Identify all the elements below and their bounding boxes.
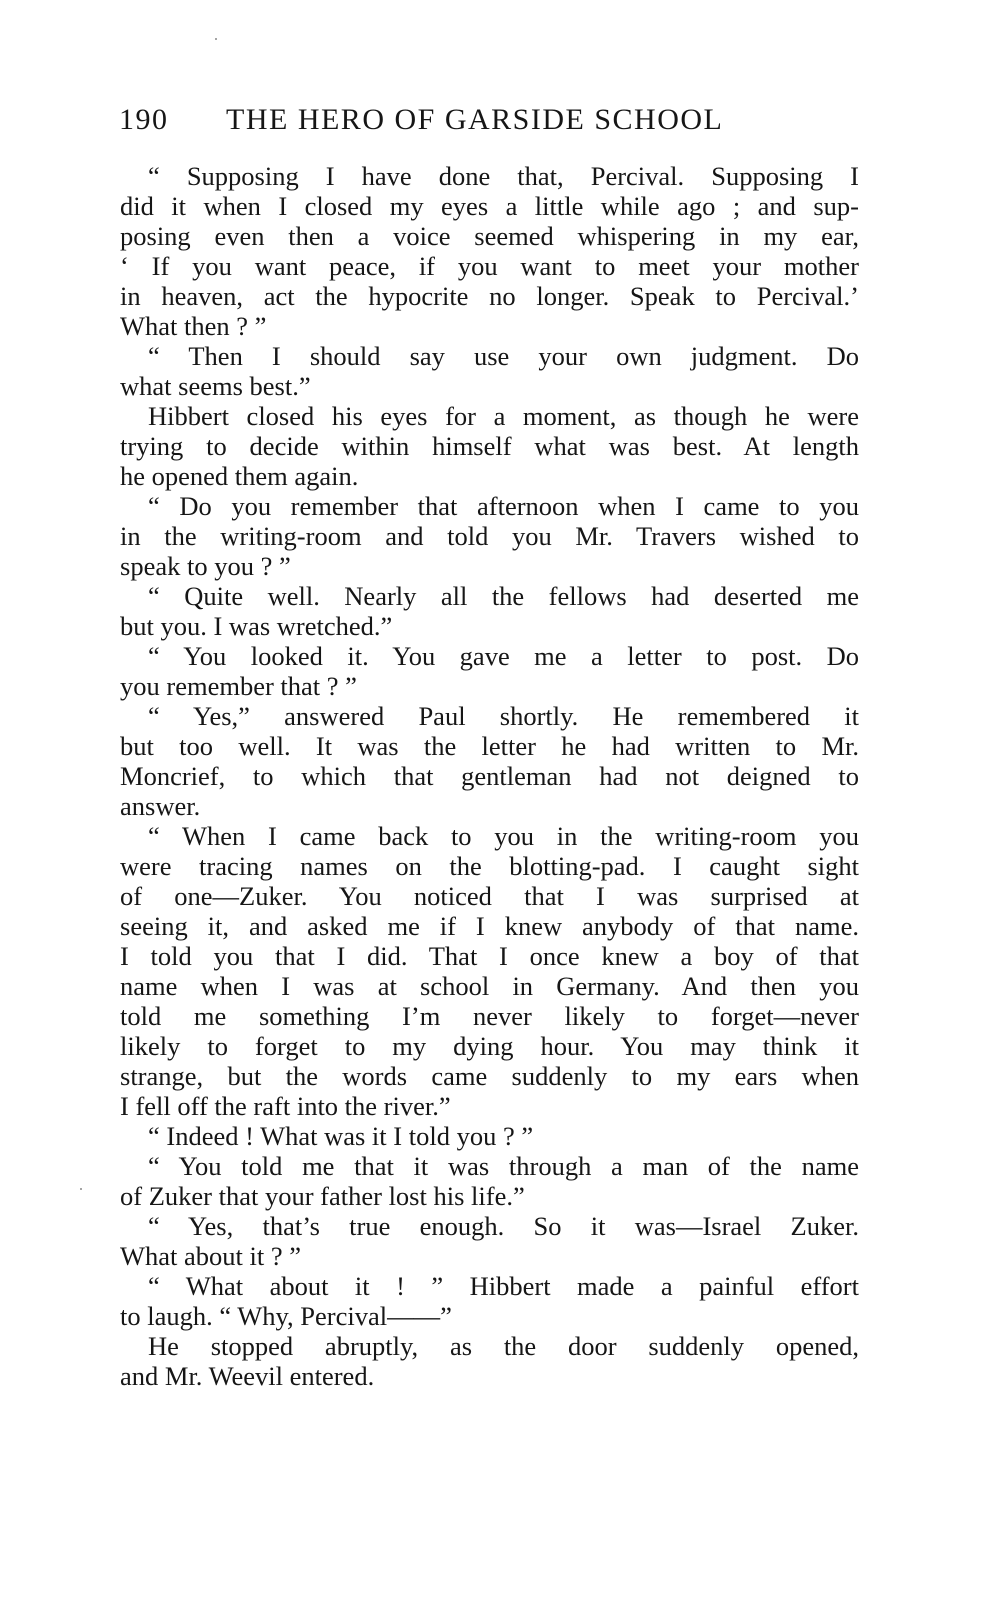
text-line: but you. I was wretched.” [120,611,393,641]
page-number: 190 [119,103,169,136]
text-line: ‘ If you want peace, if you want to meet your mother [120,251,859,281]
text-line: of one—Zuker. You noticed that I was surprised at [120,881,859,911]
text-line: answer. [120,791,201,821]
text-line: “ Then I should say use your own judgment. Do [148,341,859,371]
text-line: what seems best.” [120,371,311,401]
text-line: What then ? ” [120,311,267,341]
text-line: name when I was at school in Germany. And then you [120,971,859,1001]
text-line: seeing it, and asked me if I knew anybody of that name. [120,911,859,941]
text-line: “ When I came back to you in the writing-room you [148,821,859,851]
text-line: he opened them again. [120,461,359,491]
text-line: trying to decide within himself what was best. At length [120,431,859,461]
text-line: you remember that ? ” [120,671,357,701]
text-line: were tracing names on the blotting-pad. I caught sight [120,851,859,881]
text-line: of Zuker that your father lost his life.” [120,1181,525,1211]
text-line: “ What about it ! ” Hibbert made a painful effort [148,1271,859,1301]
text-line: “ Yes,” answered Paul shortly. He remembered it [148,701,859,731]
text-line: “ You looked it. You gave me a letter to post. Do [148,641,859,671]
text-line: I fell off the raft into the river.” [120,1091,451,1121]
text-line: Moncrief, to which that gentleman had not deigned to [120,761,859,791]
text-line: in heaven, act the hypocrite no longer. Speak to Percival.’ [120,281,859,311]
text-line: did it when I closed my eyes a little while ago ; and sup- [120,191,859,221]
text-line: in the writing-room and told you Mr. Travers wished to [120,521,859,551]
text-line: I told you that I did. That I once knew a boy of that [120,941,859,971]
text-line: but too well. It was the letter he had written to Mr. [120,731,859,761]
text-line: posing even then a voice seemed whispering in my ear, [120,221,859,251]
text-line: What about it ? ” [120,1241,302,1271]
text-line: and Mr. Weevil entered. [120,1361,375,1391]
text-line: speak to you ? ” [120,551,291,581]
text-line: to laugh. “ Why, Percival——” [120,1301,452,1331]
text-line: strange, but the words came suddenly to my ears when [120,1061,859,1091]
text-line: He stopped abruptly, as the door suddenly opened, [148,1331,859,1361]
running-title: THE HERO OF GARSIDE SCHOOL [226,103,724,136]
text-line: “ Quite well. Nearly all the fellows had deserted me [148,581,859,611]
text-line: “ You told me that it was through a man of the name [148,1151,859,1181]
text-line: “ Supposing I have done that, Percival. Supposing I [148,161,859,191]
text-line: “ Indeed ! What was it I told you ? ” [148,1121,534,1151]
text-line: “ Do you remember that afternoon when I came to you [148,491,859,521]
text-line: Hibbert closed his eyes for a moment, as though he were [148,401,859,431]
text-line: likely to forget to my dying hour. You may think it [120,1031,859,1061]
text-line: “ Yes, that’s true enough. So it was—Israel Zuker. [148,1211,859,1241]
text-line: told me something I’m never likely to forget—never [120,1001,859,1031]
